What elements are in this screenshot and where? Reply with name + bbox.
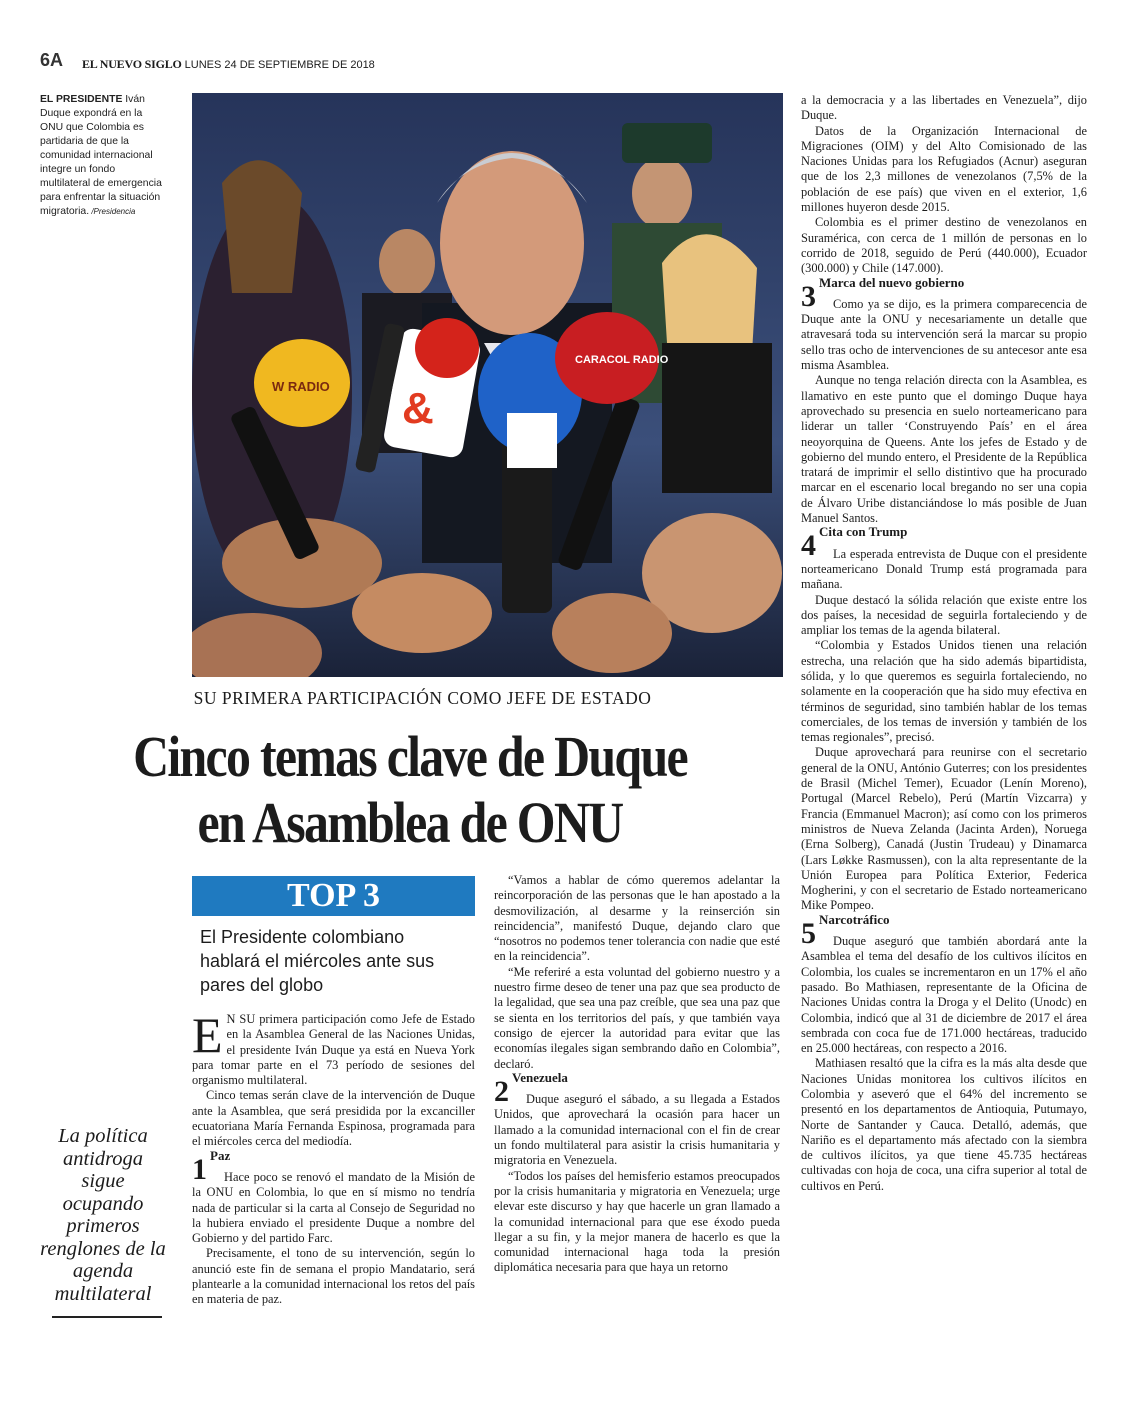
newspaper-name: EL NUEVO SIGLO [82,57,182,71]
lead-photo [192,93,783,677]
section-number: 4 [801,529,816,563]
quote-paragraph: “Vamos a hablar de cómo queremos adelantar la reincorporación de las personas que le han apostado a la desmovilización, al desarme y la reinserción sin reincidencia”, manifestó Duque, dejando claro que “nosotros no podemos tener tolerancia con nadie que esté en la reincidencia”. [494,873,780,964]
section-1-paragraph: Precisamente, el tono de su intervención, según lo anunció este fin de semana el propio Mandatario, será plantearle a la comunidad internacional los retos del país en materia de paz. [192,1246,475,1307]
section-4-paragraph: Duque aprovechará para reunirse con el secretario general de la ONU, António Guterres; con los presidentes de Brasil (Michel Temer), Ecuador (Lenín Moreno), Portugal (Marcel Rebelo), Perú (Martín Vizcarra) y Francia (Emmanuel Macron); así como con los primeros ministros de Nueva Zelanda (Jacinta Arden), Noruega (Erna Solberg), Canadá (Justin Trudeau) y Dinamarca (Lars Løkke Rasmussen), con la alta representante de la Unión Europea para Política Exterior, Federica Mogherini, y con el secretario de Estado norteamericano Mike Pompeo. [801,745,1087,913]
section-2-paragraph: Duque aseguró el sábado, a su llegada a Estados Unidos, que aprovechará la ocasión para hacer un llamado a la comunidad internacional con el fin de crear un fondo multilateral para asistir la crisis humanitaria y migratoria en Venezuela. [494,1092,780,1168]
section-4-paragraph: “Colombia y Estados Unidos tienen una relación estrecha, una relación que ha sido además bipartidista, sólida, y lo que queremos es seguirla fortaleciendo, no solamente en la cooperación que ha sido muy efectiva en términos de seguridad, sino también hablar de los temas comerciales, de los temas de inversión y también de los temas regionales”, precisó. [801,638,1087,745]
section-5-paragraph: Mathiasen resaltó que la cifra es la más alta desde que Naciones Unidas monitorea los cultivos ilícitos en Colombia y aseveró que el 64% del incremento se presentó en los departamentos de Antioquia, Putumayo, Norte de Santander y Cauca. Detalló, además, que Nariño es el departamento más afectado con la siembra de cultivos ilícitos, ya que tiene 45.735 hectáreas cultivadas con hoja de coca, una cifra superior al total de cultivos en Perú. [801,1056,1087,1193]
section-1-paragraph: Hace poco se renovó el mandato de la Misión de la ONU en Colombia, lo que en sí mismo no tendría nada de particular si la carta al Consejo de Seguridad no la hubiera enviado el presidente Duque a nombre del Gobierno y del partido Farc. [192,1169,475,1246]
press-scrum-illustration [192,93,783,677]
migration-data-paragraph: Colombia es el primer destino de venezolanos en Suramérica, con cerca de 1 millón de personas en lo corrido de 2018, seguido de Perú (440.000), Ecuador (300.000) y Chile (147.000). [801,215,1087,276]
section-number: 5 [801,916,816,950]
masthead [82,57,375,72]
page-number: 6A [40,50,64,70]
section-4-paragraph: La esperada entrevista de Duque con el presidente norteamericano Donald Trump está programada para mañana. [801,546,1087,592]
section-4-heading [801,524,1087,563]
section-title: Marca del nuevo gobierno [819,274,965,290]
article-column-1 [192,1007,475,1308]
photo-credit: /Presidencia [89,207,136,216]
photo-caption [40,93,162,219]
drop-cap: E [192,1007,223,1063]
section-title: Venezuela [512,1069,568,1085]
headline [109,724,711,856]
mic-logo-w: W RADIO [272,379,330,394]
section-3-paragraph: Como ya se dijo, es la primera comparecencia de Duque ante la ONU y necesariamente un detalle que atravesará toda su intervención será la marcar su propio sello tras ocho de intervenciones de su antecesor ante esa misma Asamblea. [801,296,1087,373]
section-5-heading [801,911,1087,950]
article-column-2 [494,873,780,1276]
headline-line-1: Cinco temas clave de Duque [133,724,687,789]
issue-date: LUNES 24 DE SEPTIEMBRE DE 2018 [184,59,375,71]
pull-quote-rule [52,1316,162,1318]
section-number: 1 [192,1152,207,1186]
headline-line-2: en Asamblea de ONU [197,790,623,855]
caption-lead: EL PRESIDENTE [40,94,123,105]
section-title: Narcotráfico [819,911,890,927]
section-3-paragraph: Aunque no tenga relación directa con la Asamblea, es llamativo en este punto que el domingo Duque haya aprovechado su presencia en suelo norteamericano para liderar un taller ‘Construyendo País’ en el área neoyorquina de Queens. Ante los jefes de Estado y de gobierno del mundo entero, el Presidente de la República tratará de imprimir el sello distintivo que ha procurado marcar en el escenario local bregando no ser una copia de Álvaro Uribe distanciándose lo más posible de Juan Manuel Santos. [801,373,1087,526]
mic-logo-rcn: & [402,384,434,433]
section-2-heading [494,1069,780,1108]
mic-logo-caracol: CARACOL RADIO [575,354,669,366]
intro-paragraph-2: Cinco temas serán clave de la intervención de Duque ante la Asamblea, que será presidida por la excanciller ecuatoriana María Fernanda Espinosa, programada para el miércoles cerca del mediodía. [192,1088,475,1149]
section-number: 3 [801,279,816,313]
article-column-3 [801,93,1087,1194]
continued-paragraph: a la democracia y a las libertades en Venezuela”, dijo Duque. [801,93,1087,123]
quote-paragraph: “Me referiré a esta voluntad del gobierno nuestro y a nuestro firme deseo de tener una paz que sea producto de la legalidad, que sea una paz creíble, que sea una paz que se sienta en los territorios del país, y que también vaya consigo de ejercer la autoridad para evitar que las economías ilegales sigan sembrando daño en Colombia”, declaró. [494,964,780,1071]
subdeck: El Presidente colombiano hablará el miércoles ante sus pares del globo [200,927,435,995]
top3-banner: TOP 3 [192,876,475,916]
migration-data-paragraph: Datos de la Organización Internacional de Migraciones (OIM) y del Alto Comisionado de las Naciones Unidas para los Refugiados (Acnur) aseguran que de los 2,3 millones de venezolanos (7,5% de la población de ese país) que viven en el exterior, 1,6 millones huyeron desde 2015. [801,123,1087,215]
section-1-heading [192,1147,475,1186]
section-title: Cita con Trump [819,524,908,540]
section-3-heading [801,274,1087,313]
section-4-paragraph: Duque destacó la sólida relación que existe entre los dos países, la necesidad de seguirla fortaleciendo y de ampliar los temas de la agenda bilateral. [801,592,1087,638]
section-title: Paz [210,1147,231,1163]
kicker: SU PRIMERA PARTICIPACIÓN COMO JEFE DE ESTADO [193,688,652,708]
intro-paragraph: E N SU primera participación como Jefe de Estado en la Asamblea General de las Naciones Unidas, el presidente Iván Duque ya está en Nueva York para tomar parte en el 73 período de sesiones del organismo multilateral. [192,1007,475,1088]
section-number: 2 [494,1074,509,1108]
section-5-paragraph: Duque aseguró que también abordará ante la Asamblea el tema del desafío de los cultivos ilícitos en Colombia, los cuales se incrementaron en un 17% el año pasado. Bo Mathiasen, representante de la Oficina de Naciones Unidas contra la Droga y el Delito (Unodc) en Colombia, indicó que al 31 de diciembre de 2017 el área sembrada con coca fue de 171.000 hectáreas, traducido en 25.000 hectáreas, con respecto a 2016. [801,934,1087,1056]
pull-quote: La política antidroga sigue ocupando primeros renglones de la agenda multilateral [40,1125,166,1305]
section-2-paragraph: “Todos los países del hemisferio estamos preocupados por la crisis humanitaria y migratoria en Venezuela; urge elevar este discurso y hay que hacerle un gran llamado a la comunidad internacional para que ese éxodo pueda llegar a su fin, y la mejor manera de hacerlo es que la comunidad internacional haga toda la presión diplomática necesaria para que haya un retorno [494,1168,780,1275]
caption-text: Iván Duque expondrá en la ONU que Colombia es partidaria de que la comunidad internacional integre un fondo multilateral de emergencia para enfrentar la situación migratoria. [40,94,162,217]
